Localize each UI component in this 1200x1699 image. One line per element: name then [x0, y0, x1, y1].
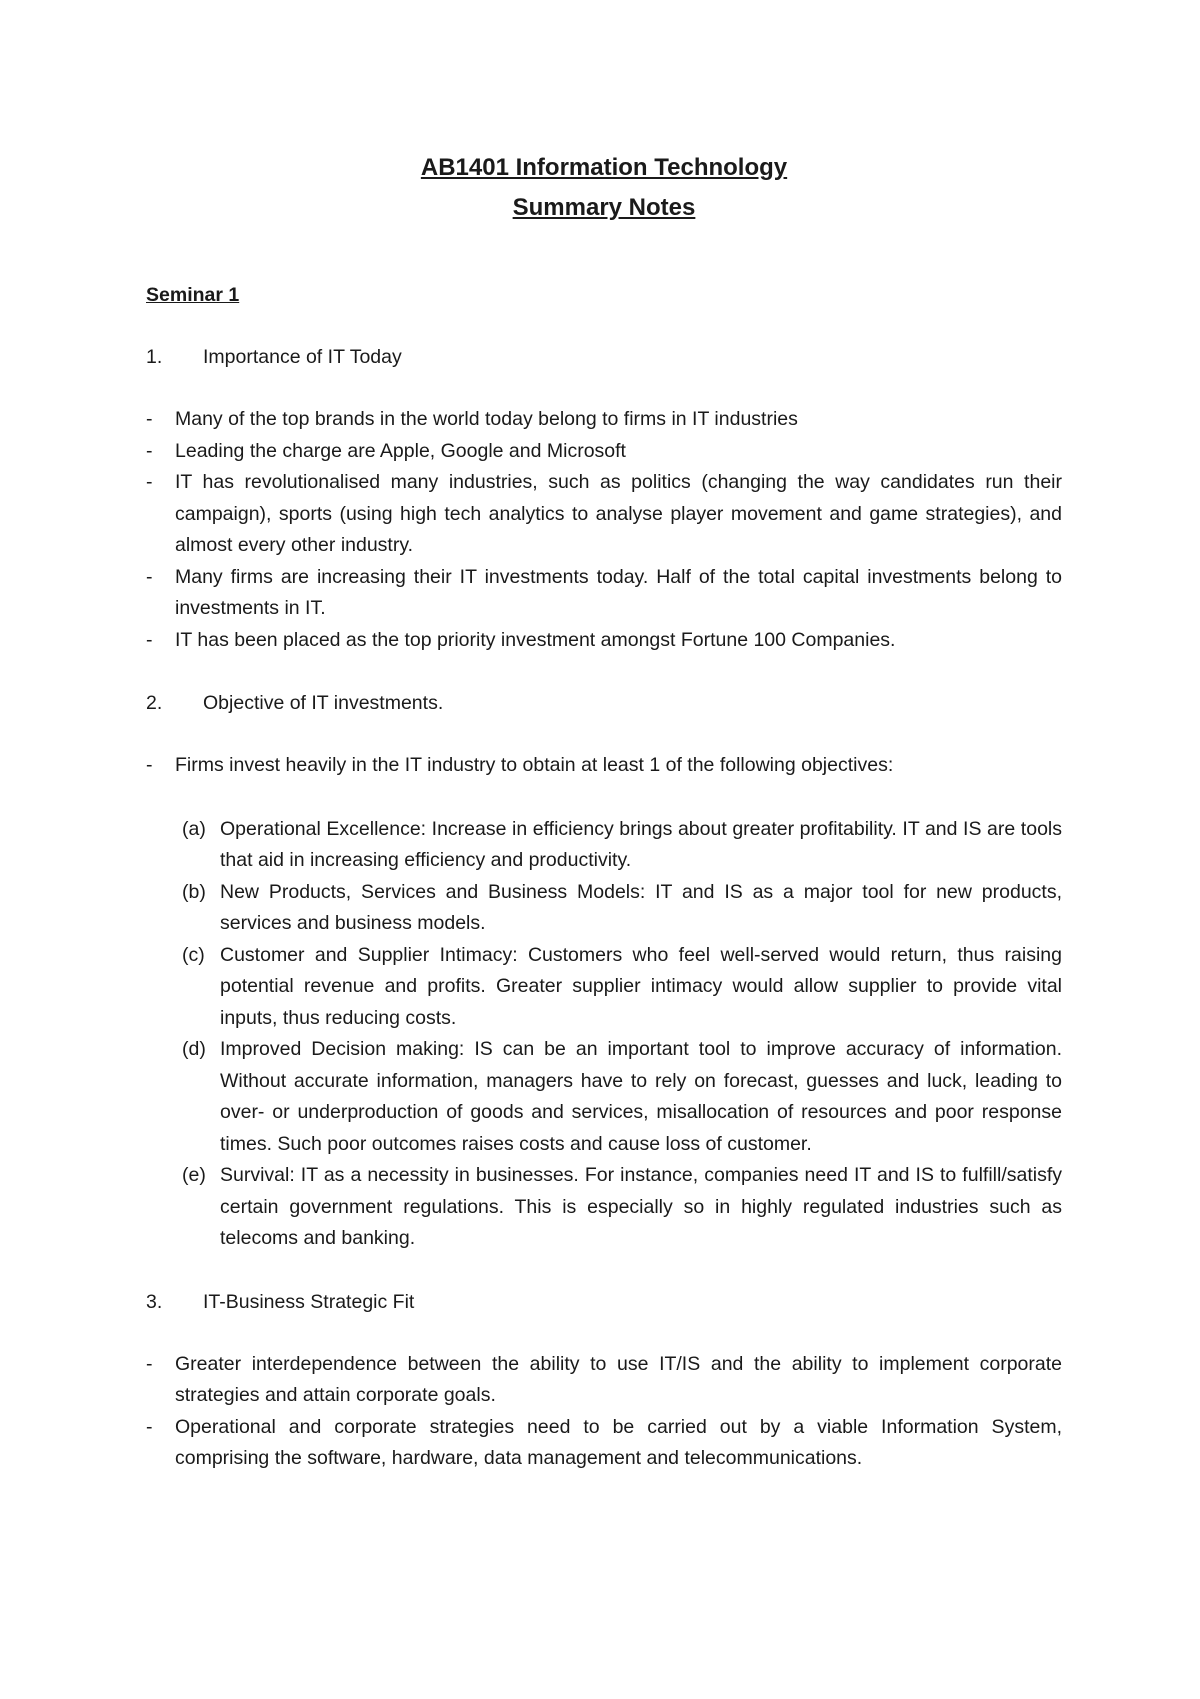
- list-item: [146, 625, 1062, 657]
- list-item: [182, 1160, 1062, 1255]
- list-item-text: Greater interdependence between the ability to use IT/IS and the ability to implement corporate strategies and attain corporate goals.: [175, 1352, 1062, 1406]
- list-item: [182, 940, 1062, 1035]
- list-item-text: Many firms are increasing their IT investments today. Half of the total capital investments belong to investments in IT.: [175, 565, 1062, 619]
- list-item-text: IT has been placed as the top priority investment amongst Fortune 100 Companies.: [175, 628, 896, 651]
- bullet-list: [146, 750, 1062, 782]
- list-item: [146, 436, 1062, 468]
- dash-bullet: -: [146, 439, 153, 462]
- objectives-list: [182, 814, 1062, 1255]
- section-number: 2.: [146, 692, 163, 714]
- bullet-list: [146, 404, 1062, 656]
- seminar-heading: Seminar 1: [146, 284, 240, 306]
- list-item-text: Firms invest heavily in the IT industry to obtain at least 1 of the following objectives:: [175, 754, 894, 776]
- list-item-text: New Products, Services and Business Models: IT and IS as a major tool for new products, services and business models.: [220, 880, 1062, 934]
- section-number: 3.: [146, 1290, 163, 1313]
- list-item: [146, 467, 1062, 562]
- dash-bullet: -: [146, 408, 153, 430]
- list-item-text: IT has revolutionalised many industries, such as politics (changing the way candidates run their campaign), sports (using high tech analytics to analyse player movement and game strategies), and almost every other industry.: [175, 471, 1062, 556]
- section-heading: [146, 342, 1062, 372]
- list-item: [182, 1034, 1062, 1160]
- dash-bullet: -: [146, 1415, 153, 1438]
- title-line-1: AB1401 Information Technology: [420, 154, 788, 181]
- list-item-text: Operational and corporate strategies need to be carried out by a viable Information System, comprising the software, hardware, data management and telecommunications.: [175, 1415, 1062, 1469]
- list-item-text: Operational Excellence: Increase in efficiency brings about greater profitability. IT and IS are tools that aid in increasing efficiency and productivity.: [220, 817, 1062, 871]
- item-label: (e): [182, 1164, 206, 1186]
- section-heading: [146, 1287, 1062, 1317]
- list-item: [182, 877, 1062, 940]
- list-item: [146, 1349, 1062, 1412]
- list-item: [146, 404, 1062, 436]
- section-title: Objective of IT investments.: [203, 692, 444, 714]
- section-heading: [146, 688, 1062, 718]
- dash-bullet: -: [146, 471, 153, 493]
- item-label: (b): [182, 880, 206, 903]
- dash-bullet: -: [146, 565, 153, 588]
- list-item: [182, 814, 1062, 877]
- title-line-2: Summary Notes: [512, 194, 696, 221]
- item-label: (c): [182, 943, 205, 966]
- item-label: (d): [182, 1038, 206, 1060]
- list-item-text: Many of the top brands in the world today belong to firms in IT industries: [175, 408, 798, 430]
- list-item: [146, 750, 1062, 782]
- item-label: (a): [182, 817, 206, 840]
- list-item-text: Customer and Supplier Intimacy: Customers who feel well-served would return, thus raising potential revenue and profits. Greater supplier intimacy would allow supplier to provide vital inputs, thus reducing costs.: [220, 943, 1062, 1029]
- list-item: [146, 562, 1062, 625]
- section-title: IT-Business Strategic Fit: [203, 1290, 415, 1313]
- list-item-text: Leading the charge are Apple, Google and Microsoft: [175, 439, 626, 462]
- section-number: 1.: [146, 346, 163, 368]
- dash-bullet: -: [146, 754, 153, 776]
- list-item: [146, 1412, 1062, 1475]
- list-item-text: Survival: IT as a necessity in businesses. For instance, companies need IT and IS to fulfill/satisfy certain government regulations. This is especially so in highly regulated industries such as telecoms and banking.: [220, 1164, 1062, 1249]
- section-title: Importance of IT Today: [203, 346, 402, 368]
- bullet-list: [146, 1349, 1062, 1475]
- dash-bullet: -: [146, 628, 153, 651]
- dash-bullet: -: [146, 1352, 153, 1375]
- list-item-text: Improved Decision making: IS can be an important tool to improve accuracy of information. Without accurate information, managers have to rely on forecast, guesses and luck, leading to over- or underproduction of goods and services, misallocation of resources and poor response times. Such poor outcomes raises costs and cause loss of customer.: [220, 1038, 1062, 1155]
- document-title: [146, 148, 1062, 228]
